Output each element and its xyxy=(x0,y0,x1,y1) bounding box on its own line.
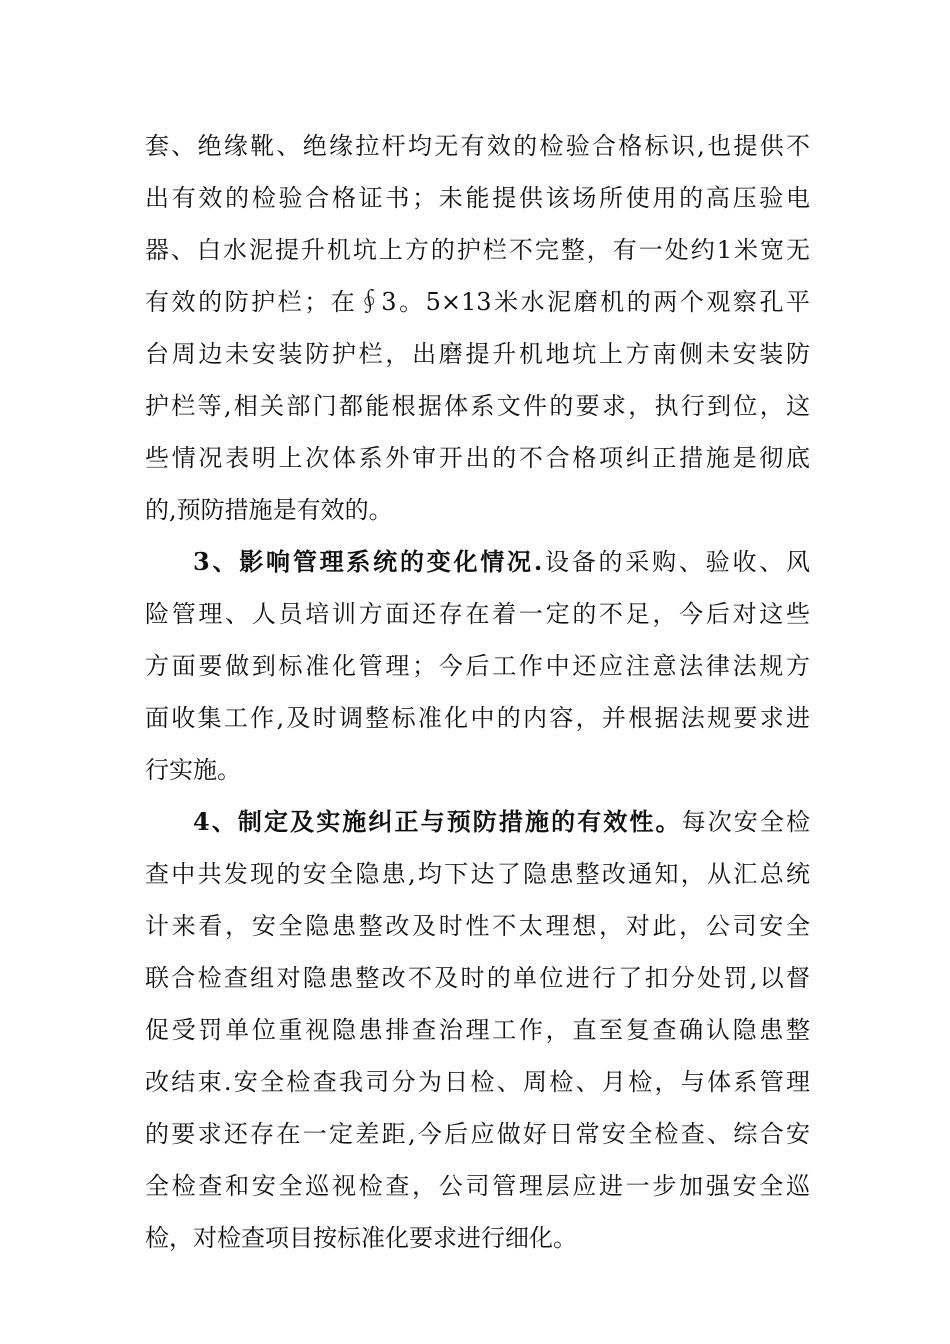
text-line: 面收集工作,及时调整标准化中的内容，并根据法规要求进 xyxy=(145,704,810,732)
text-line: 联合检查组对隐患整改不及时的单位进行了扣分处罚,以督 xyxy=(145,964,810,992)
text-line: 查中共发现的安全隐患,均下达了隐患整改通知，从汇总统 xyxy=(145,860,810,888)
text-line: 台周边未安装防护栏，出磨提升机地坑上方南侧未安装防 xyxy=(145,340,810,368)
paragraph-continuation xyxy=(145,120,810,536)
text-line: 些情况表明上次体系外审开出的不合格项纠正措施是彻底 xyxy=(145,444,810,472)
text-line: 的,预防措施是有效的。 xyxy=(145,496,393,524)
text-line: 的要求还存在一定差距,今后应做好日常安全检查、综合安 xyxy=(145,1120,810,1148)
section-3-heading: 3、影响管理系统的变化情况. xyxy=(193,547,543,576)
text-line: 险管理、人员培训方面还存在着一定的不足，今后对这些 xyxy=(145,600,810,628)
text-line: 出有效的检验合格证书；未能提供该场所使用的高压验电 xyxy=(145,184,810,212)
text-line: 有效的防护栏；在∮3。5×13米水泥磨机的两个观察孔平 xyxy=(145,288,810,316)
text-line: 全检查和安全巡视检查，公司管理层应进一步加强安全巡 xyxy=(145,1172,810,1200)
section-3 xyxy=(145,536,810,796)
text-line: 护栏等,相关部门都能根据体系文件的要求，执行到位，这 xyxy=(145,392,810,420)
text-line: 计来看，安全隐患整改及时性不太理想，对此，公司安全 xyxy=(145,912,810,940)
text-line: 促受罚单位重视隐患排查治理工作，直至复查确认隐患整 xyxy=(145,1016,810,1044)
section-4-first-line xyxy=(145,796,810,848)
text-line: 套、绝缘靴、绝缘拉杆均无有效的检验合格标识,也提供不 xyxy=(145,132,810,160)
section-3-first-line xyxy=(145,536,810,588)
section-4-first-line-text: 每次安全检 xyxy=(681,808,810,836)
text-line: 行实施。 xyxy=(145,756,241,784)
text-line: 检，对检查项目按标准化要求进行细化。 xyxy=(145,1224,577,1252)
text-line: 方面要做到标准化管理；今后工作中还应注意法律法规方 xyxy=(145,652,810,680)
section-4-heading: 4、制定及实施纠正与预防措施的有效性。 xyxy=(193,807,682,836)
section-4 xyxy=(145,796,810,1264)
text-line: 改结束.安全检查我司分为日检、周检、月检，与体系管理 xyxy=(145,1068,810,1096)
text-line: 器、白水泥提升机坑上方的护栏不完整，有一处约1米宽无 xyxy=(145,236,810,264)
section-3-first-line-text: 设备的采购、验收、风 xyxy=(542,548,810,576)
document-body xyxy=(145,120,810,1264)
